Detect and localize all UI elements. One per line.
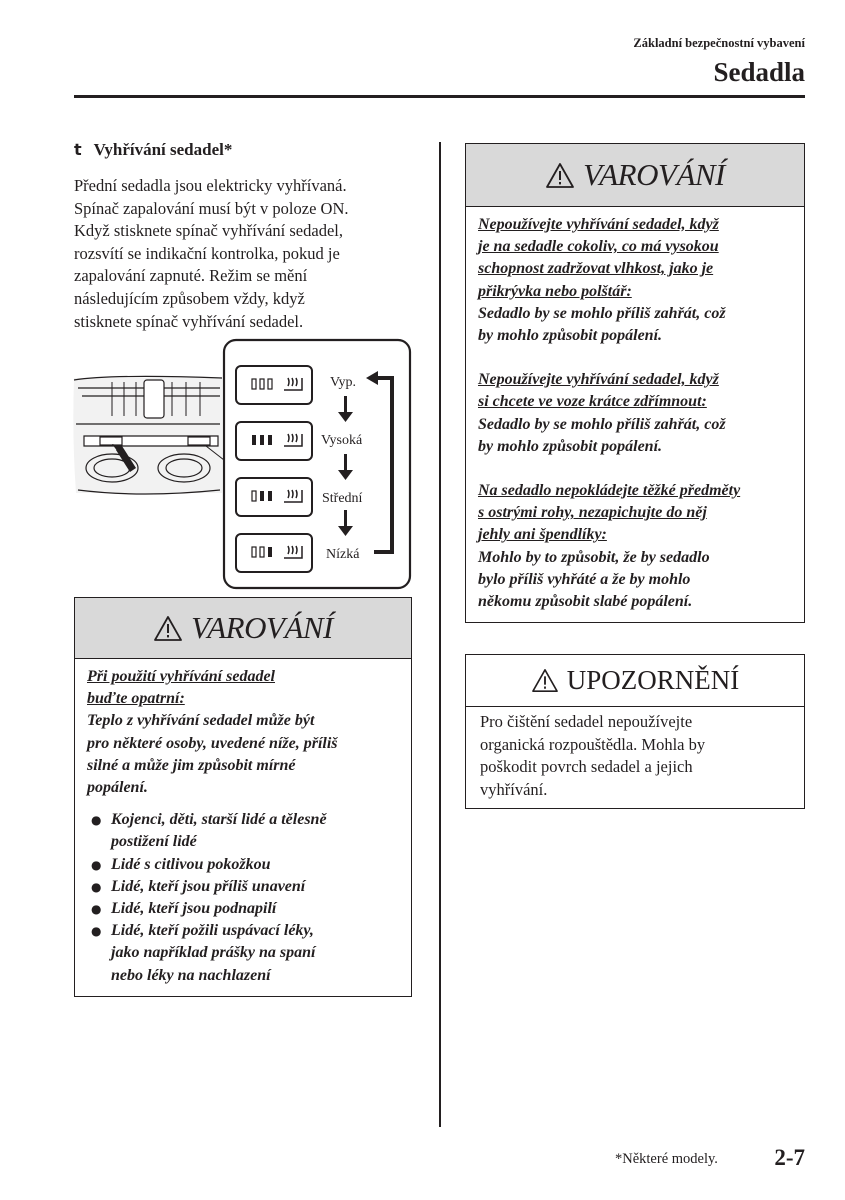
list-item-line: ● Lidé, kteří jsou podnapilí	[111, 900, 277, 918]
warning-text: někomu způsobit slabé popálení.	[478, 593, 693, 611]
list-item	[87, 876, 403, 898]
warning-text: bylo příliš vyhřáté a že by mohlo	[478, 570, 691, 588]
caution-title: UPOZORNĚNÍ	[566, 665, 740, 695]
caution-box	[465, 654, 805, 809]
warning-lead: jehly ani špendlíky:	[478, 526, 607, 544]
switch-medium	[236, 478, 312, 516]
dashboard-illustration	[73, 376, 224, 494]
intro-line: zapalování zapnuté. Režim se mění	[74, 266, 308, 286]
column-divider	[439, 142, 441, 1127]
mode-label-medium: Střední	[322, 491, 363, 506]
warning-title: VAROVÁNÍ	[583, 157, 725, 192]
warning-title: VAROVÁNÍ	[191, 610, 333, 645]
mode-label-off: Vyp.	[330, 375, 357, 390]
intro-line: Spínač zapalování musí být v poloze ON.	[74, 198, 349, 218]
warning-triangle-icon	[153, 615, 183, 642]
warning-lead: Při použití vyhřívání sedadel	[87, 668, 275, 685]
warning-lead: si chcete ve voze krátce zdřímnout:	[478, 393, 707, 411]
seat-heater-figure	[72, 338, 414, 592]
footnote: *Některé modely.	[615, 1151, 718, 1167]
subsection-heading	[74, 140, 232, 160]
warning-lead: Nepoužívejte vyhřívání sedadel, když	[478, 216, 719, 233]
caution-header	[466, 655, 804, 707]
warning-lead: s ostrými rohy, nezapichujte do něj	[478, 504, 707, 522]
list-item-line: postižení lidé	[111, 833, 197, 851]
header-rule	[74, 95, 805, 98]
page-number: 2-7	[774, 1145, 805, 1170]
intro-line: stisknete spínač vyhřívání sedadel.	[74, 311, 304, 331]
intro-line: rozsvítí se indikační kontrolka, pokud je	[74, 243, 340, 263]
warning-text: Teplo z vyhřívání sedadel může být	[87, 712, 315, 730]
caution-text: vyhřívání.	[480, 779, 548, 799]
switch-high	[236, 422, 312, 460]
caution-text: Pro čištění sedadel nepoužívejte	[480, 712, 693, 731]
intro-line: Přední sedadla jsou elektricky vyhřívaná.	[74, 176, 347, 195]
warning-body	[87, 666, 403, 987]
intro-line: Když stisknete spínač vyhřívání sedadel,	[74, 221, 343, 241]
warning-box-usage	[465, 143, 805, 623]
warning-lead: přikrývka nebo polštář:	[478, 282, 632, 300]
mode-label-high: Vysoká	[321, 433, 363, 448]
warning-text: silné a může jim způsobit mírné	[87, 756, 296, 774]
warning-header	[466, 144, 804, 207]
caution-triangle-icon	[531, 668, 559, 693]
list-item-line: nebo léky na nachlazení	[111, 966, 271, 984]
warning-text: Sedadlo by se mohlo příliš zahřát, což	[478, 304, 726, 322]
warning-text: by mohlo způsobit popálení.	[478, 327, 663, 345]
warning-text: by mohlo způsobit popálení.	[478, 437, 663, 455]
warning-text: Mohlo by to způsobit, že by sedadlo	[478, 548, 710, 566]
list-item-line: ● Kojenci, děti, starší lidé a tělesně	[111, 811, 327, 829]
list-item	[87, 920, 403, 987]
warning-lead: je na sedadle cokoliv, co má vysokou	[478, 238, 719, 256]
warning-lead: Na sedadlo nepokládejte těžké předměty	[478, 482, 741, 500]
warning-body	[478, 214, 796, 613]
warning-lead: schopnost zadržovat vlhkost, jako je	[478, 260, 714, 278]
switch-low	[236, 534, 312, 572]
caution-text: organická rozpouštědla. Mohla by	[480, 734, 706, 754]
intro-paragraph	[74, 175, 419, 333]
list-item-line: ● Lidé, kteří požili uspávací léky,	[111, 922, 314, 940]
heading-bullet-icon: t	[74, 140, 82, 159]
list-item	[87, 809, 403, 853]
warning-triangle-icon	[545, 162, 575, 189]
list-item	[87, 898, 403, 920]
section-title: Sedadla	[713, 57, 805, 87]
list-item	[87, 854, 403, 876]
warning-text: pro některé osoby, uvedené níže, příliš	[87, 734, 338, 752]
warning-lead: buďte opatrní:	[87, 690, 185, 708]
caution-body	[480, 711, 796, 801]
mode-label-low: Nízká	[326, 547, 360, 562]
warning-box-heating	[74, 597, 412, 997]
heading-text: Vyhřívání sedadel*	[93, 140, 233, 159]
list-item-line: ● Lidé, kteří jsou příliš unavení	[111, 877, 306, 895]
intro-line: následujícím způsobem vždy, když	[74, 288, 305, 308]
chapter-title: Základní bezpečnostní vybavení	[633, 36, 805, 50]
warning-text: popálení.	[87, 779, 148, 797]
risk-group-list	[87, 809, 403, 987]
switch-off	[236, 366, 312, 404]
list-item-line: ● Lidé s citlivou pokožkou	[111, 855, 271, 873]
list-item-line: jako například prášky na spaní	[111, 944, 316, 962]
caution-text: poškodit povrch sedadel a jejich	[480, 757, 693, 777]
warning-text: Sedadlo by se mohlo příliš zahřát, což	[478, 415, 726, 433]
warning-lead: Nepoužívejte vyhřívání sedadel, když	[478, 371, 719, 389]
warning-header	[75, 598, 411, 659]
